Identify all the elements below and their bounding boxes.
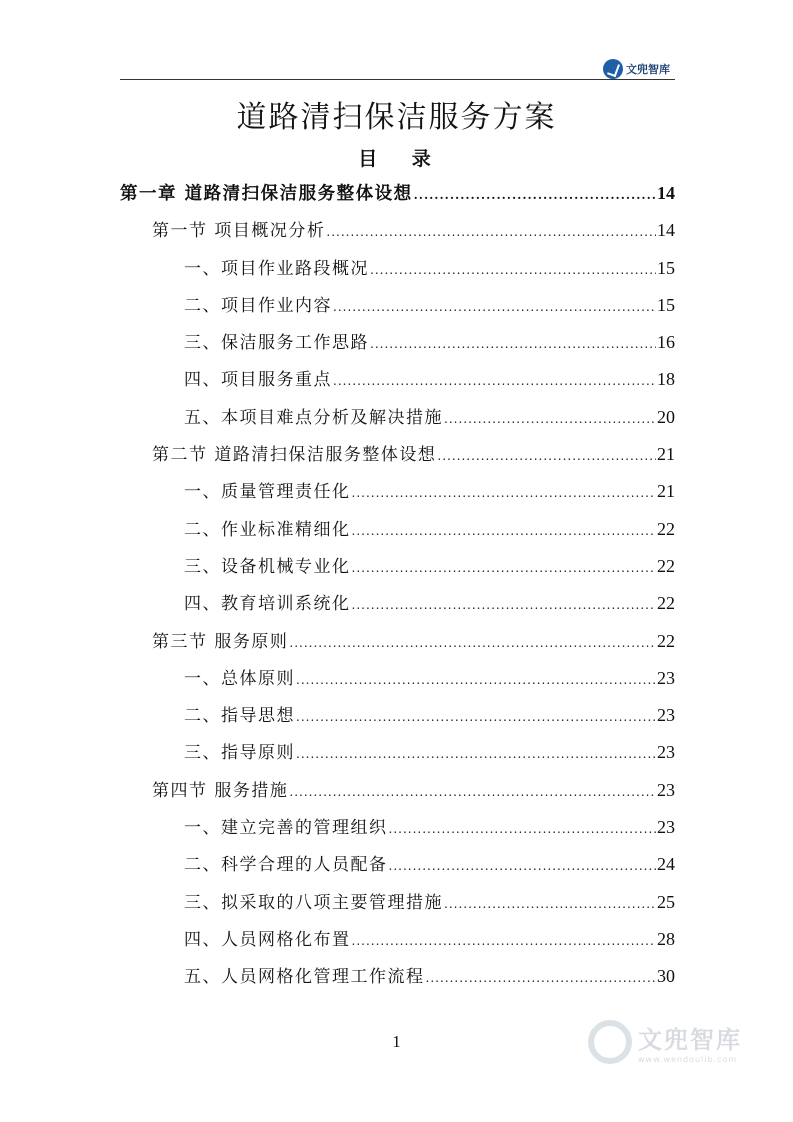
toc-leader-dots [370,326,656,363]
toc-leader-dots [444,401,656,438]
toc-entry-label: 第一节 项目概况分析 [152,221,326,242]
toc-entry-item[interactable] [120,287,675,324]
toc-entry-label: 一、项目作业路段概况 [184,258,369,279]
toc-entry-page: 25 [657,891,675,912]
toc-entry-label: 五、人员网格化管理工作流程 [184,967,425,988]
toc-leader-dots [352,513,657,550]
toc-entry-item[interactable] [120,809,675,846]
toc-entry-page: 21 [657,444,675,465]
toc-entry-item[interactable] [120,361,675,398]
toc-entry-label: 第三节 服务原则 [152,631,289,652]
toc-leader-dots [389,811,657,848]
toc-entry-label: 三、保洁服务工作思路 [184,333,369,354]
toc-entry-page: 22 [657,593,675,614]
toc-entry-item[interactable] [120,548,675,585]
toc-entry-item[interactable] [120,250,675,287]
toc-entry-label: 三、拟采取的八项主要管理措施 [184,892,443,913]
header-rule [120,79,675,80]
toc-entry-item[interactable] [120,585,675,622]
toc-leader-dots [333,289,656,326]
watermark [588,1020,742,1064]
toc-entry-item[interactable] [120,511,675,548]
toc-entry-page: 21 [657,481,675,502]
toc-leader-dots [444,886,656,923]
toc-entry-item[interactable] [120,884,675,921]
toc-entry-chapter[interactable] [120,175,675,212]
toc-leader-dots [352,475,657,512]
toc-entry-label: 一、总体原则 [184,668,295,689]
toc-entry-page: 23 [657,742,675,763]
toc-entry-page: 14 [657,220,675,241]
toc-leader-dots [333,363,656,400]
toc-leader-dots [296,662,656,699]
toc-entry-page: 18 [657,369,675,390]
toc-leader-dots [326,214,656,251]
toc-leader-dots [289,774,656,811]
toc-entry-page: 22 [657,630,675,651]
toc-leader-dots [296,699,656,736]
logo-text: 文兜智库 [626,63,670,76]
toc-entry-section[interactable] [120,772,675,809]
logo-icon [603,59,623,79]
toc-entry-label: 一、建立完善的管理组织 [184,818,388,839]
toc-entry-item[interactable] [120,734,675,771]
toc-entry-item[interactable] [120,660,675,697]
toc-entry-page: 14 [657,183,675,203]
toc-entry-label: 二、项目作业内容 [184,295,332,316]
watermark-text: 文兜智库 [638,1026,742,1054]
toc-entry-label: 第四节 服务措施 [152,780,289,801]
toc-entry-label: 二、作业标准精细化 [184,519,351,540]
watermark-logo-icon [588,1020,632,1064]
toc-entry-page: 23 [657,817,675,838]
toc-entry-page: 20 [657,406,675,427]
toc-leader-dots [437,438,656,475]
toc-entry-label: 四、教育培训系统化 [184,594,351,615]
toc-entry-page: 23 [657,779,675,800]
toc-entry-page: 22 [657,555,675,576]
toc-entry-page: 28 [657,928,675,949]
toc-entry-item[interactable] [120,921,675,958]
toc-entry-page: 15 [657,257,675,278]
toc-entry-page: 16 [657,332,675,353]
toc-entry-page: 15 [657,294,675,315]
toc-entry-item[interactable] [120,473,675,510]
toc-leader-dots [352,587,657,624]
toc-entry-label: 三、设备机械专业化 [184,556,351,577]
toc-entry-label: 五、本项目难点分析及解决措施 [184,407,443,428]
toc-entry-label: 四、项目服务重点 [184,370,332,391]
toc-entry-label: 四、人员网格化布置 [184,929,351,950]
toc-entry-page: 30 [657,966,675,987]
toc-entry-label: 二、指导思想 [184,706,295,727]
table-of-contents [120,175,675,996]
toc-leader-dots [426,960,657,997]
toc-entry-item[interactable] [120,846,675,883]
toc-entry-page: 23 [657,705,675,726]
toc-entry-section[interactable] [120,623,675,660]
watermark-url: www.wendoulib.com [638,1055,738,1064]
toc-entry-label: 二、科学合理的人员配备 [184,855,388,876]
toc-leader-dots [389,848,657,885]
toc-entry-label: 第二节 道路清扫保洁服务整体设想 [152,445,437,466]
toc-entry-section[interactable] [120,436,675,473]
toc-entry-item[interactable] [120,324,675,361]
toc-entry-section[interactable] [120,212,675,249]
header-logo [603,59,670,79]
toc-entry-label: 第一章 道路清扫保洁服务整体设想 [120,184,413,204]
toc-leader-dots [352,550,657,587]
toc-entry-item[interactable] [120,697,675,734]
page-number: 1 [392,1032,401,1051]
toc-leader-dots [289,625,656,662]
toc-leader-dots [352,923,657,960]
toc-heading: 目 录 [358,148,445,170]
toc-entry-label: 三、指导原则 [184,743,295,764]
toc-leader-dots [296,736,656,773]
toc-entry-page: 23 [657,667,675,688]
toc-entry-page: 22 [657,518,675,539]
toc-entry-label: 一、质量管理责任化 [184,482,351,503]
toc-leader-dots [414,177,656,214]
toc-entry-page: 24 [657,854,675,875]
document-title: 道路清扫保洁服务方案 [236,100,557,135]
toc-leader-dots [370,252,656,289]
toc-entry-item[interactable] [120,399,675,436]
toc-entry-item[interactable] [120,958,675,995]
